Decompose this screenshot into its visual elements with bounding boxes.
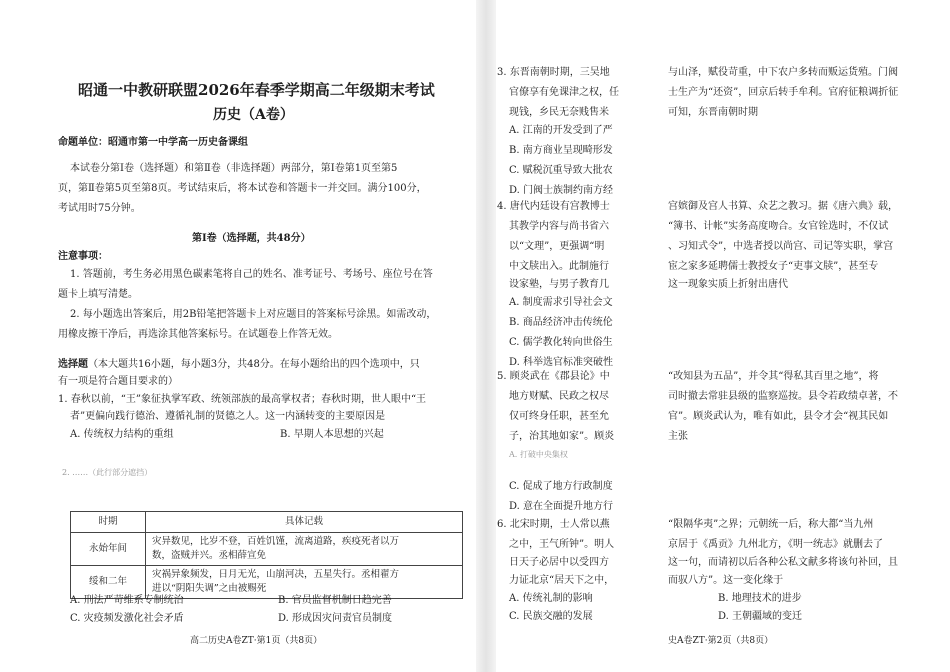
issuer-line: 命题单位：昭通市第一中学高一历史备课组 (58, 137, 248, 148)
q5-right-1: “改知县为五品”，并令其“得私其百里之地”，将 (668, 371, 879, 382)
q6-right-2: 京居于《禹贡》九州北方，《明一统志》就删去了 (668, 539, 883, 550)
q4-option-d: D. 科举选官标准突破性 (509, 357, 614, 368)
q6-option-c: C. 民族交融的发展 (509, 611, 593, 622)
notes-heading: 注意事项： (58, 251, 108, 262)
mcq-intro-2: 有一项是符合题目要求的） (58, 376, 178, 387)
page-1-footer: 高二历史A卷ZT·第1页（共8页） (190, 636, 323, 646)
q6-right-4: 而驭八方”。这一变化缘于 (668, 575, 784, 586)
note-1: 1. 答题前，考生务必用黑色碳素笔将自己的姓名、准考证号、考场号、座位号在答 (70, 269, 433, 280)
q4-option-c: C. 儒学教化转向世俗生 (509, 337, 613, 348)
q3-stem-1: 3. 东晋南朝时期，三吴地 (497, 67, 610, 78)
q5-option-d: D. 意在全面提升地方行 (509, 501, 614, 512)
q2-option-c: C. 灾疫频发激化社会矛盾 (70, 613, 184, 624)
q6-option-d: D. 王朝疆域的变迁 (718, 611, 803, 622)
q1-stem-1: 1. 春秋以前，“王”象征执掌军政、统领部族的最高掌权者；春秋时期，世人眼中“王 (58, 394, 427, 405)
q5-right-2: 司时撤去常驻县级的监察巡按。县令若政绩卓著，不 (668, 391, 898, 402)
q4-right-1: 宫嫔御及宫人书算、众艺之教习。据《唐六典》载， (668, 201, 898, 212)
page-2-left-column (497, 50, 620, 630)
q2-option-d: D. 形成因灾问责官员制度 (278, 613, 393, 624)
exam-title: 昭通一中教研联盟2026年春季学期高二年级期末考试 (78, 81, 435, 99)
page-2-right-column (668, 50, 950, 630)
mcq-intro (58, 358, 420, 372)
q4-right-4: 宦之家多延聘儒士教授女子“吏事文牍”，甚至专 (668, 261, 879, 272)
q6-stem-1: 6. 北宋时期，士人常以燕 (497, 519, 610, 530)
q6-stem-3: 日天子必居中以受四方 (509, 557, 609, 568)
q5-stem-2: 地方财赋、民政之权尽 (509, 391, 609, 402)
page-gutter (476, 0, 496, 672)
part1-heading: 第Ⅰ卷（选择题，共48分） (192, 233, 311, 244)
table-header-period: 时期 (71, 512, 146, 533)
intro-line-2: 页，第Ⅱ卷第5页至第8页。考试结束后，将本试卷和答题卡一并交回。满分100分， (58, 183, 427, 194)
q6-right-3: 这一句，而请初以后各种公私文献多将该句补回，且 (668, 557, 898, 568)
q3-stem-2: 官僚享有免课津之权，任 (509, 87, 619, 98)
record-line: 灾祸异象频发，日月无光，山崩河决，五星失行。丞相翟方 (152, 569, 400, 580)
q4-option-a: A. 制度需求引导社会文 (509, 297, 613, 308)
q4-right-5: 这一现象实质上折射出唐代 (668, 279, 788, 290)
q3-right-1: 与山泽，赋役苛重，中下农户多转而贩运货殖。门阀 (668, 67, 898, 78)
q6-stem-4: 力证北京“居天下之中， (509, 575, 615, 586)
q5-right-4: 主张 (668, 431, 688, 442)
table-cell-record (146, 533, 463, 566)
q5-stem-1: 5. 顾炎武在《郡县论》中 (497, 371, 610, 382)
q6-right-1: “限隔华夷”之界；元朝统一后，称大都“当九州 (668, 519, 874, 530)
q3-option-a: A. 江南的开发受到了严 (509, 125, 613, 136)
table-row (71, 533, 463, 566)
q6-option-b: B. 地理技术的进步 (718, 593, 802, 604)
q3-right-3: 可知，东晋南朝时期 (668, 107, 758, 118)
q5-stem-3: 仅可终身任职，甚至允 (509, 411, 609, 422)
q5-option-c: C. 促成了地方行政制度 (509, 481, 613, 492)
q1-stem-2: 者”更偏向践行德治、遵循礼制的贤德之人。这一内涵转变的主要原因是 (70, 411, 386, 422)
intro-line-3: 考试用时75分钟。 (58, 203, 141, 214)
q3-stem-3: 现钱，乡民无奈贱售米 (509, 107, 609, 118)
q6-option-a: A. 传统礼制的影响 (509, 593, 593, 604)
q4-stem-5: 设家塾，与男子教育几 (509, 279, 609, 290)
q6-stem-2: 之中，王气所钟”。明人 (509, 539, 615, 550)
intro-line-1: 本试卷分第Ⅰ卷（选择题）和第Ⅱ卷（非选择题）两部分，第Ⅰ卷第1页至第5 (70, 163, 398, 174)
q2-option-b: B. 官员监督机制日趋完善 (278, 595, 392, 606)
q3-option-d: D. 门阀士族制约南方经 (509, 185, 614, 196)
note-2: 2. 每小题选出答案后，用2B铅笔把答题卡上对应题目的答案标号涂黑。如需改动， (70, 309, 437, 320)
q4-right-3: 、习知式令”，中选者授以尚宫、司记等实职，掌宫 (668, 241, 894, 252)
q3-option-b: B. 南方商业呈现畸形发 (509, 145, 613, 156)
q1-option-b: B. 早期人本思想的兴起 (280, 429, 384, 440)
q5-stem-4: 子，治其地如家”。顾炎 (509, 431, 615, 442)
mcq-intro-text: （本大题共16小题，每小题3分，共48分。在每小题给出的四个选项中，只 (88, 359, 420, 370)
table-cell-period: 绥和二年 (71, 566, 146, 599)
table-cell-period: 永始年间 (71, 533, 146, 566)
q5-option-a-faint: A. 打破中央集权 (509, 450, 568, 459)
q3-right-2: 士生产为“还资”，回京后转手牟利。官府征粮调折征 (668, 87, 899, 98)
q4-stem-3: 以“文理”，更强调“明 (509, 241, 605, 252)
q2-stem-faint: 2. ……（此行部分遮挡） (62, 468, 153, 477)
page-2-footer: 史A卷ZT·第2页（共8页） (668, 636, 774, 646)
record-line: 进以“阴阳失调”之由被赐死 (152, 583, 267, 594)
note-1-cont: 题卡上填写清楚。 (58, 289, 138, 300)
note-2-cont: 用橡皮擦干净后，再选涂其他答案标号。在试题卷上作答无效。 (58, 329, 338, 340)
q1-option-a: A. 传统权力结构的重组 (70, 429, 174, 440)
history-table (70, 511, 463, 599)
record-line: 数，盗贼并兴。丞相薛宣免 (152, 550, 267, 561)
table-header-row (71, 512, 463, 533)
table-header-record: 具体记载 (146, 512, 463, 533)
q4-option-b: B. 商品经济冲击传统伦 (509, 317, 613, 328)
q4-stem-1: 4. 唐代内廷设有宫教博士 (497, 201, 610, 212)
record-line: 灾异数见，比岁不登，百姓饥馑，流离道路，疾疫死者以万 (152, 536, 400, 547)
q3-option-c: C. 赋税沉重导致大批农 (509, 165, 613, 176)
exam-subtitle: 历史（A卷） (213, 107, 294, 123)
q2-option-a: A. 刑法严苛维系专制统治 (70, 595, 184, 606)
q5-right-3: 官”。顾炎武认为，唯有如此，县令才会“视其民如 (668, 411, 889, 422)
mcq-heading: 选择题 (58, 359, 88, 370)
q4-stem-4: 中文牍出入。此制施行 (509, 261, 609, 272)
q4-right-2: “簿书、计帐”实务高度吻合。女官铨选时，不仅试 (668, 221, 889, 232)
q4-stem-2: 其教学内容与尚书省六 (509, 221, 609, 232)
